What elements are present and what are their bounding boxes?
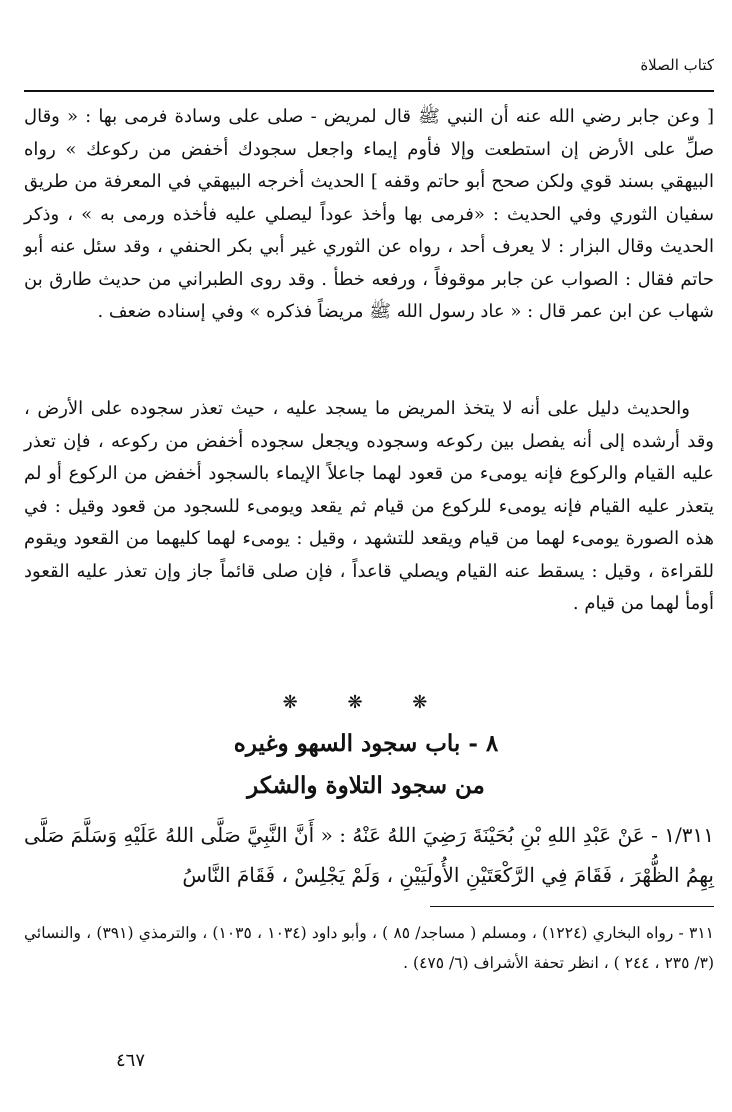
hadith-text: ١/٣١١ - عَنْ عَبْدِ اللهِ بْنِ بُحَيْنَةَ رَضِيَ اللهُ عَنْهُ : « أَنَّ النَّبِيَّ صَلَّى اللهُ عَلَيْهِ وَسَلَّمَ صَلَّى بِهِمُ الظُّهْرَ ، فَقَامَ فِي الرَّكْعَتَيْنِ الأُولَيَيْنِ ، وَلَمْ يَجْلِسْ ، فَقَامَ النَّاسُ [24,823,714,887]
commentary-paragraph-1 [24,101,714,329]
footnote-block [24,918,714,978]
chapter-title: ٨ - باب سجود السهو وغيره [233,730,499,757]
footnote-text: ٣١١ - رواه البخاري (١٢٢٤) ، ومسلم ( مساجد/ ٨٥ ) ، وأبو داود (١٠٣٤ ، ١٠٣٥) ، والترمذي (٣٩١) ، والنسائي (٣/ ٢٣٥ ، ٢٤٤ ) ، انظر تحفة الأشراف (٦/ ٤٧٥) . [24,924,714,972]
running-title: كتاب الصلاة [640,56,714,74]
chapter-subtitle: من سجود التلاوة والشكر [247,772,485,799]
commentary-paragraph-2-text: والحديث دليل على أنه لا يتخذ المريض ما يسجد عليه ، حيث تعذر سجوده على الأرض ، وقد أرشده إلى أنه يفصل بين ركوعه وسجوده ويجعل سجوده أخفض من ركوعه ، فإن تعذر عليه القيام والركوع فإنه يومىء من قعود لهما جاعلاً الإيماء بالسجود أخفض من الركوع أو لم يتعذر عليه القيام فإنه يومىء للركوع من قيام ثم يقعد ويومىء للسجود من قعود وقيل : في هذه الصورة يومىء لهما من قيام ويقعد للتشهد ، وقيل : يومىء لهما كليهما من القعود ويقوم للقراءة ، وقيل : يسقط عنه القيام ويصلي قاعداً ، فإن صلى قائماً جاز وإن تعذر عليه القعود أومأ لهما من قيام . [24,398,714,614]
header-rule [24,90,714,92]
hadith-text-block [24,815,714,895]
section-separator: ❋ ❋ ❋ [282,692,450,713]
commentary-paragraph-1-text: [ وعن جابر رضي الله عنه أن النبي ﷺ قال لمريض - صلى على وسادة فرمى بها : « وقال صلِّ على الأرض إن استطعت وإلا فأوم إيماء واجعل سجودك أخفض من ركوعك » رواه البيهقي بسند قوي ولكن صحح أبو حاتم وقفه ] الحديث أخرجه البيهقي في المعرفة من طريق سفيان الثوري وفي الحديث : «فرمى بها وأخذ عوداً ليصلي عليه فأخذه ورمى به » ، وذكر الحديث وقال البزار : لا يعرف أحد ، رواه عن الثوري غير أبي بكر الحنفي ، وقد سئل عنه أبو حاتم فقال : الصواب عن جابر موقوفاً ، ورفعه خطأ . وقد روى الطبراني من حديث طارق بن شهاب عن ابن عمر قال : « عاد رسول الله ﷺ مريضاً فذكره » وفي إسناده ضعف . [24,106,715,322]
footnote-rule [430,906,714,907]
commentary-paragraph-2 [24,393,714,621]
page-number: ٤٦٧ [116,1050,146,1071]
